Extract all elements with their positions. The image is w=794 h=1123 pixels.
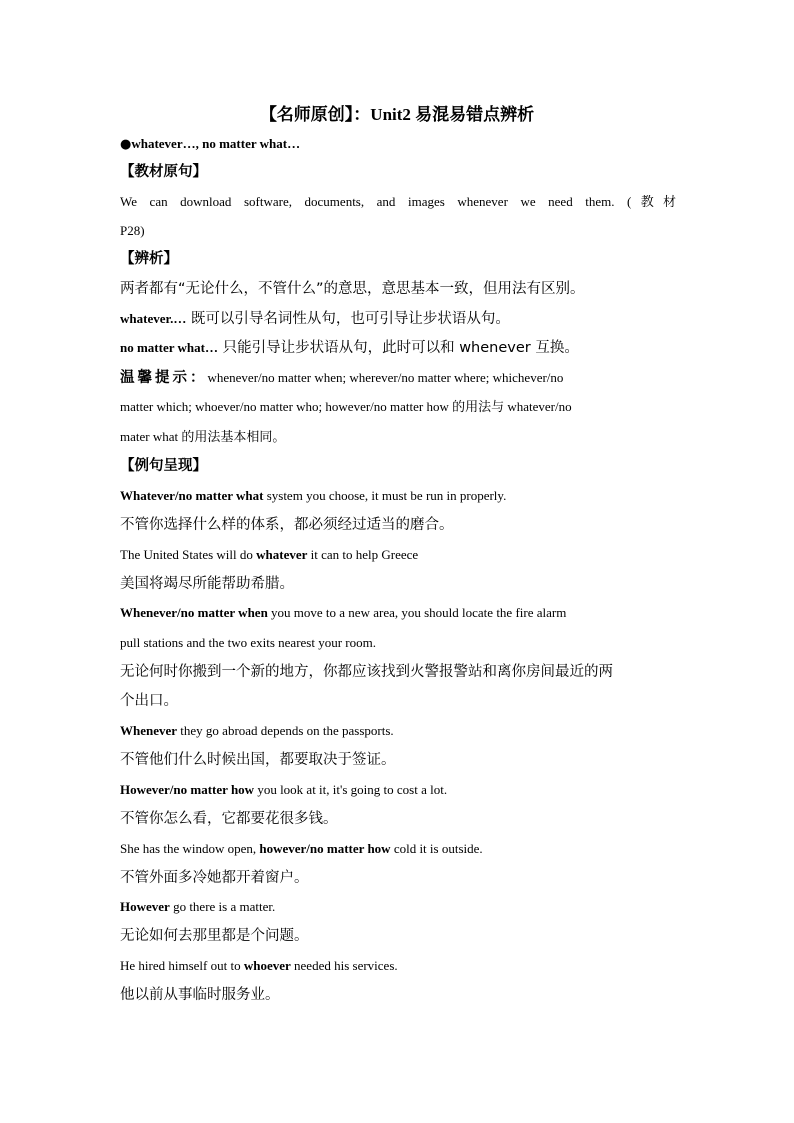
example-3-keyword: Whenever/no matter when — [120, 605, 268, 620]
example-2-pre: The United States will do — [120, 547, 257, 562]
whatever-term: whatever.… — [120, 311, 187, 326]
example-7-zh: 无论如何去那里都是个问题。 — [120, 928, 309, 944]
section-heading-examples: 【例句呈现】 — [120, 458, 207, 474]
whatever-desc: 既可以引导名词性从句，也可引导让步状语从句。 — [186, 311, 510, 327]
example-6-zh: 不管外面多冷她都开着窗户。 — [120, 870, 309, 886]
example-5-zh: 不管你怎么看，它都要花很多钱。 — [120, 811, 338, 827]
nomatter-term: no matter what… — [120, 340, 218, 355]
example-8-rest: needed his services. — [290, 958, 398, 973]
tip-line1 — [120, 368, 676, 389]
example-1-keyword: Whatever/no matter what — [120, 488, 264, 503]
section-heading-textbook: 【教材原句】 — [120, 164, 207, 180]
topic-text: whatever…, no matter what… — [131, 136, 301, 151]
topic-line — [120, 134, 676, 155]
example-8-pre: He hired himself out to — [120, 958, 244, 973]
bullet-icon: ● — [120, 137, 132, 152]
example-2-rest: it can to help Greece — [307, 547, 419, 562]
example-5-en — [120, 780, 676, 800]
example-4-keyword: Whenever — [120, 723, 178, 738]
example-3-en — [120, 603, 676, 623]
example-2-en — [120, 545, 676, 565]
example-6-keyword: however/no matter how — [259, 841, 391, 856]
example-2-zh: 美国将竭尽所能帮助希腊。 — [120, 576, 294, 592]
example-2-keyword: whatever — [256, 547, 308, 562]
analysis-nomatter — [120, 338, 676, 359]
tip-text1: whenever/no matter when; wherever/no matter where; whichever/no — [207, 370, 564, 385]
example-3-en-line2: pull stations and the two exits nearest your room. — [120, 635, 376, 650]
textbook-sentence-line2: P28) — [120, 223, 145, 238]
tip-line3: mater what 的用法基本相同。 — [120, 429, 286, 444]
analysis-whatever — [120, 309, 676, 330]
example-6-en — [120, 839, 676, 859]
example-1-rest: system you choose, it must be run in properly. — [263, 488, 507, 503]
example-3-zh: 无论何时你搬到一个新的地方，你都应该找到火警报警站和离你房间最近的两 — [120, 664, 613, 680]
example-1-zh: 不管你选择什么样的体系，都必须经过适当的磨合。 — [120, 517, 454, 533]
tip-line2: matter which; whoever/no matter who; however/no matter how 的用法与 whatever/no — [120, 399, 572, 414]
analysis-line1: 两者都有“无论什么，不管什么”的意思，意思基本一致，但用法有区别。 — [120, 281, 585, 297]
example-8-zh: 他以前从事临时服务业。 — [120, 987, 280, 1003]
example-6-pre: She has the window open, — [120, 841, 260, 856]
tip-label: 温馨提示： — [120, 370, 208, 386]
example-4-rest: they go abroad depends on the passports. — [177, 723, 394, 738]
page-title: 【名师原创】：Unit2 易混易错点辨析 — [259, 105, 535, 124]
example-8-keyword: whoever — [243, 958, 291, 973]
example-7-rest: go there is a matter. — [169, 899, 276, 914]
example-5-keyword: However/no matter how — [120, 782, 255, 797]
nomatter-desc: 只能引导让步状语从句，此时可以和 whenever 互换。 — [217, 340, 579, 356]
example-4-zh: 不管他们什么时候出国，都要取决于签证。 — [120, 752, 396, 768]
example-3-rest: you move to a new area, you should locate the fire alarm — [267, 605, 567, 620]
example-3-zh-line2: 个出口。 — [120, 693, 178, 709]
section-heading-analysis: 【辨析】 — [120, 251, 178, 267]
example-1-en — [120, 486, 676, 506]
example-5-rest: you look at it, it's going to cost a lot. — [254, 782, 448, 797]
example-7-en — [120, 897, 676, 917]
textbook-sentence-line1: We can download software, documents, and images whenever we need them. (教材 — [120, 194, 676, 209]
example-8-en — [120, 956, 676, 976]
example-6-rest: cold it is outside. — [390, 841, 483, 856]
example-7-keyword: However — [120, 899, 170, 914]
example-4-en — [120, 721, 676, 741]
